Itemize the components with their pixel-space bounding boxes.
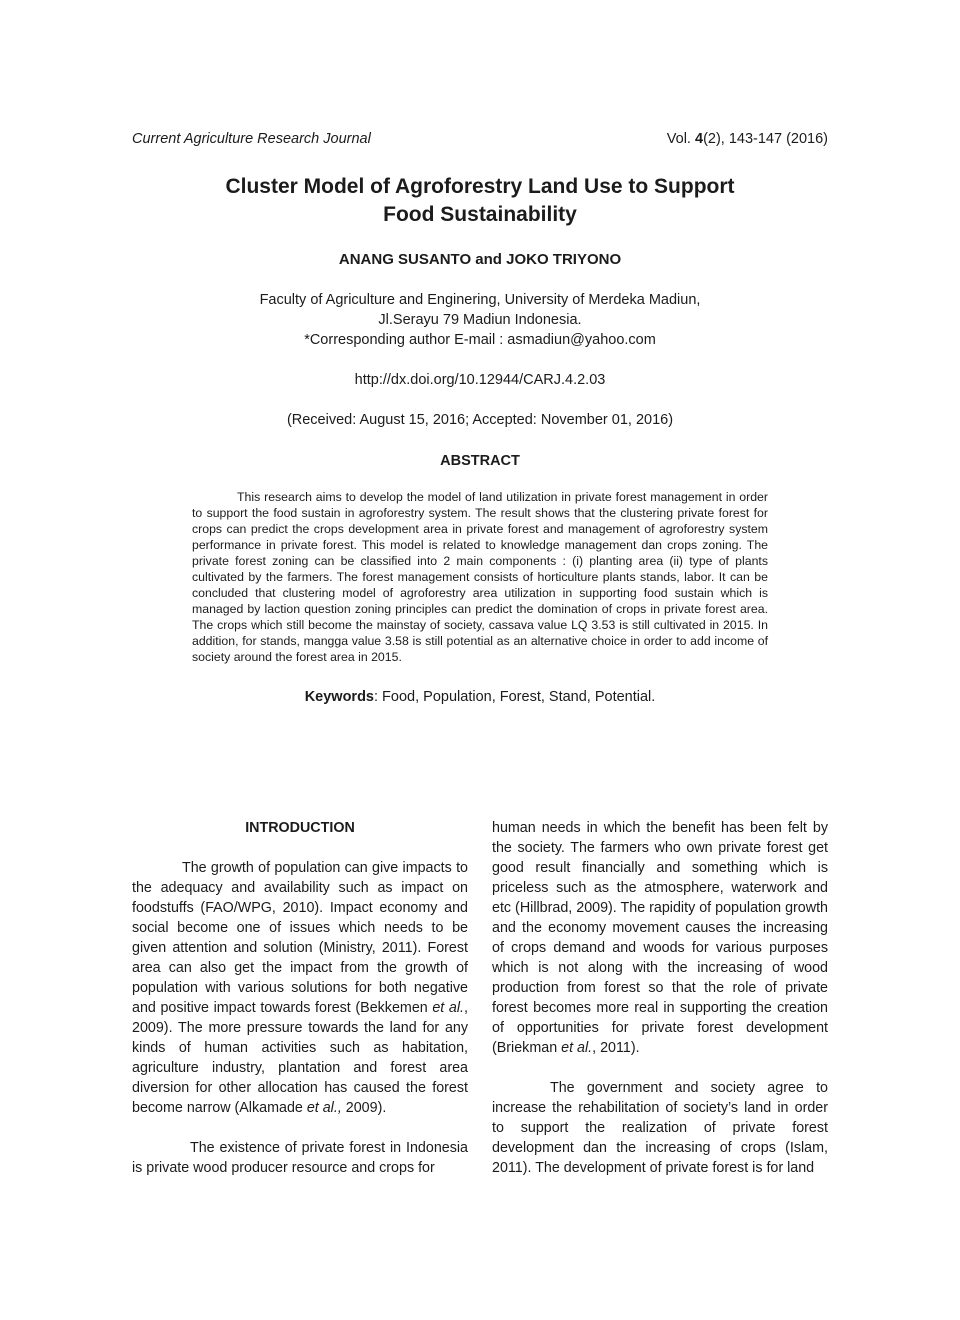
left-column <box>132 818 468 1198</box>
intro-p3-text-a: human needs in which the benefit has been felt by the society. The farmers who own private forest get good result financially and something which is priceless such as the atmosphere, waterwork and etc (Hillbrad, 2009). The rapidity of population growth and the economy movement causes the increasing of crops demand and woods for various purposes which is not along with the increasing of wood production from forest so that the role of private forest becomes more real in supporting the creation of opportunities for private forest development (Briekman <box>492 820 828 1056</box>
received-accepted-dates: (Received: August 15, 2016; Accepted: November 01, 2016) <box>286 412 674 428</box>
paper-title-line-1: Cluster Model of Agroforestry Land Use to Support <box>225 175 735 198</box>
keywords <box>130 687 830 707</box>
intro-p1-text-c: 2009). <box>341 1100 387 1116</box>
affiliation-line-1: Faculty of Agriculture and Enginering, University of Merdeka Madiun, <box>259 292 701 308</box>
introduction-heading: INTRODUCTION <box>245 820 355 836</box>
intro-p3-text-b: , 2011). <box>592 1040 640 1056</box>
intro-p1-italic-2: et al., <box>306 1100 342 1116</box>
intro-p1-italic-1: et al. <box>432 1000 465 1016</box>
abstract-body: This research aims to develop the model of land utilization in private forest management in order to support the food sustain in agroforestry system. The result shows that the clustering private forest for crops can predict the crops development area in private forest and management of agroforestry system performance in private forest. This model is related to knowledge management dan crops zoning. The private forest zoning can be classified into 2 main components : (i) planting area (ii) type of plants cultivated by the farmers. The forest management consists of horticulture plants stands, labor. It can be concluded that clustering model of agroforestry area utilization in supporting food sustain which is managed by laction question zoning principles can predict the domination of crops in private forest area. The crops which still become the mainstay of society, cassava value LQ 3.53 is still cultivated in 2015. In addition, for stands, mangga value 3.58 is still potential as an alternative choice in order to add income of society around the forest area in 2015. <box>192 490 768 664</box>
abstract-heading: ABSTRACT <box>440 453 520 469</box>
intro-paragraph-1 <box>132 858 468 1118</box>
right-column <box>492 818 828 1198</box>
volume-prefix: Vol. <box>666 131 695 147</box>
affiliation-line-2: Jl.Serayu 79 Madiun Indonesia. <box>378 312 582 328</box>
running-head <box>132 129 828 149</box>
volume-number: 4 <box>694 131 704 147</box>
volume-suffix: (2), 143-147 (2016) <box>703 131 828 147</box>
intro-paragraph-3 <box>492 818 828 1058</box>
intro-paragraph-4: The government and society agree to increase the rehabilitation of society’s land in order to support the realization of private forest development dan the increasing of crops (Islam, 2011). The development of private forest is for land <box>492 1080 828 1176</box>
intro-p1-text-a: The growth of population can give impacts to the adequacy and availability such as impact on foodstuffs (FAO/WPG, 2010). Impact economy and social become one of issues which needs to be given attention and solution (Ministry, 2011). Forest area can also get the impact from the growth of population with various solutions for both negative and positive impact towards forest (Bekkemen <box>132 860 468 1016</box>
intro-p1-text-b: , 2009). The more pressure towards the land for any kinds of human activities such as habitation, agriculture industry, plantation and forest area diversion for other allocation has caused the forest become narrow (Alkamade <box>132 1000 468 1116</box>
paper-title <box>150 173 810 229</box>
volume-info <box>667 129 828 149</box>
paper-title-line-2: Food Sustainability <box>383 203 577 226</box>
intro-p3-italic: et al. <box>561 1040 593 1056</box>
corresponding-author: *Corresponding author E-mail : asmadiun@yahoo.com <box>304 332 656 348</box>
affiliation <box>130 290 830 350</box>
keywords-label: Keywords <box>304 689 374 705</box>
doi-link[interactable]: http://dx.doi.org/10.12944/CARJ.4.2.03 <box>354 372 606 388</box>
journal-name: Current Agriculture Research Journal <box>132 131 371 147</box>
intro-paragraph-2: The existence of private forest in Indonesia is private wood producer resource and crops for <box>132 1140 468 1176</box>
authors: ANANG SUSANTO and JOKO TRIYONO <box>338 251 622 268</box>
keywords-text: : Food, Population, Forest, Stand, Potential. <box>374 689 656 705</box>
